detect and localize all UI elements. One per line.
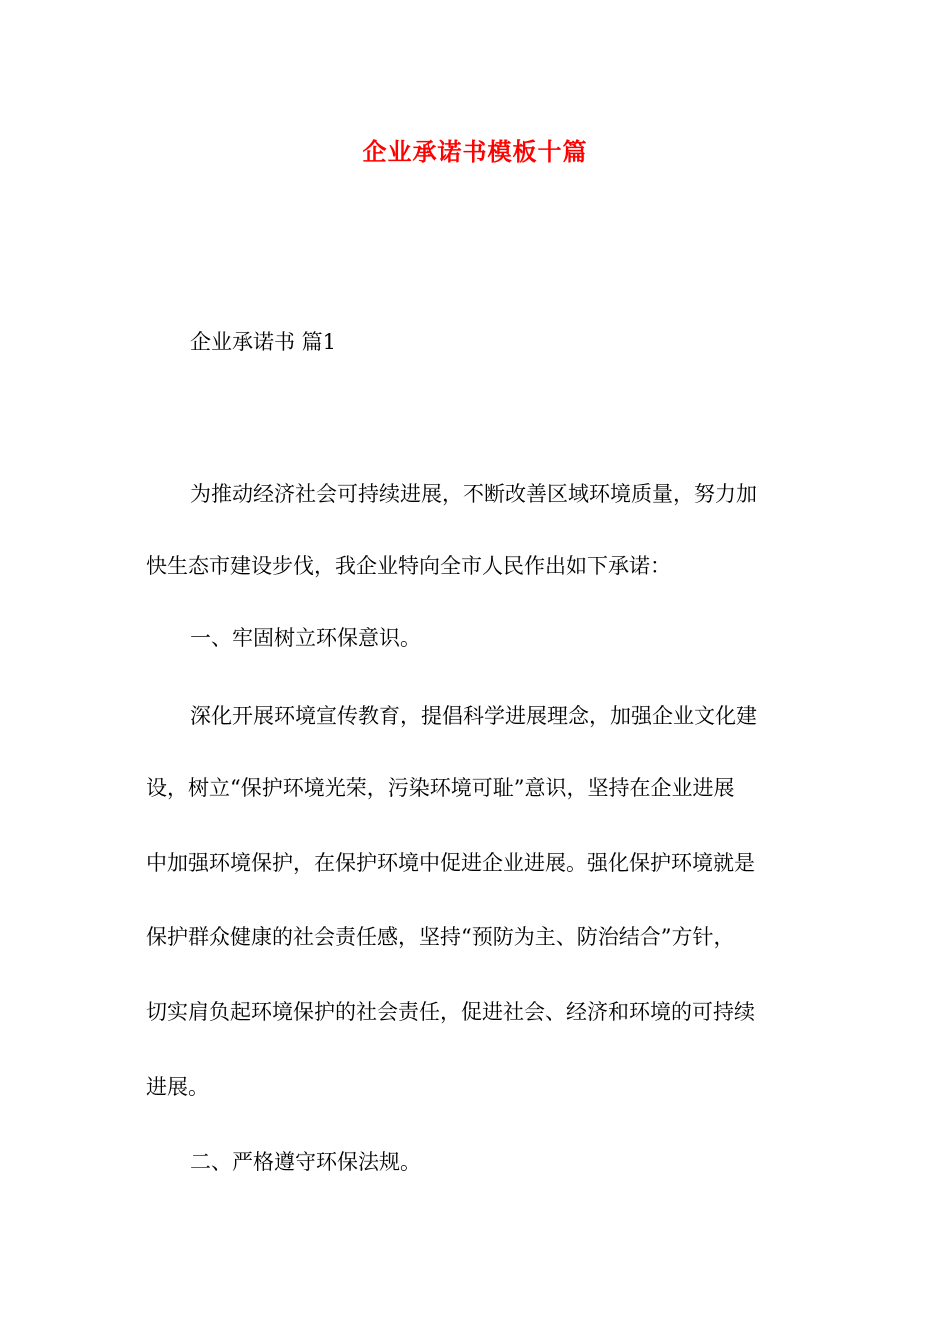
intro-line-2: 快生态市建设步伐，我企业特向全市人民作出如下承诺： — [146, 554, 671, 578]
section-heading: 企业承诺书 篇1 — [190, 330, 337, 354]
item2-heading: 二、严格遵守环保法规。 — [190, 1150, 421, 1174]
item1-heading: 一、牢固树立环保意识。 — [190, 626, 421, 650]
item1-line-5: 切实肩负起环境保护的社会责任，促进社会、经济和环境的可持续 — [146, 1000, 755, 1024]
item1-line-2: 设，树立“保护环境光荣，污染环境可耻”意识，坚持在企业进展 — [146, 776, 735, 800]
item1-line-6: 进展。 — [146, 1075, 209, 1099]
item1-line-3: 中加强环境保护，在保护环境中促进企业进展。强化保护环境就是 — [146, 851, 755, 875]
item1-line-1: 深化开展环境宣传教育，提倡科学进展理念，加强企业文化建 — [190, 704, 757, 728]
intro-line-1: 为推动经济社会可持续进展，不断改善区域环境质量，努力加 — [190, 482, 757, 506]
item1-line-4: 保护群众健康的社会责任感，坚持“预防为主、防治结合”方针， — [146, 925, 735, 949]
document-title: 企业承诺书模板十篇 — [362, 137, 588, 166]
